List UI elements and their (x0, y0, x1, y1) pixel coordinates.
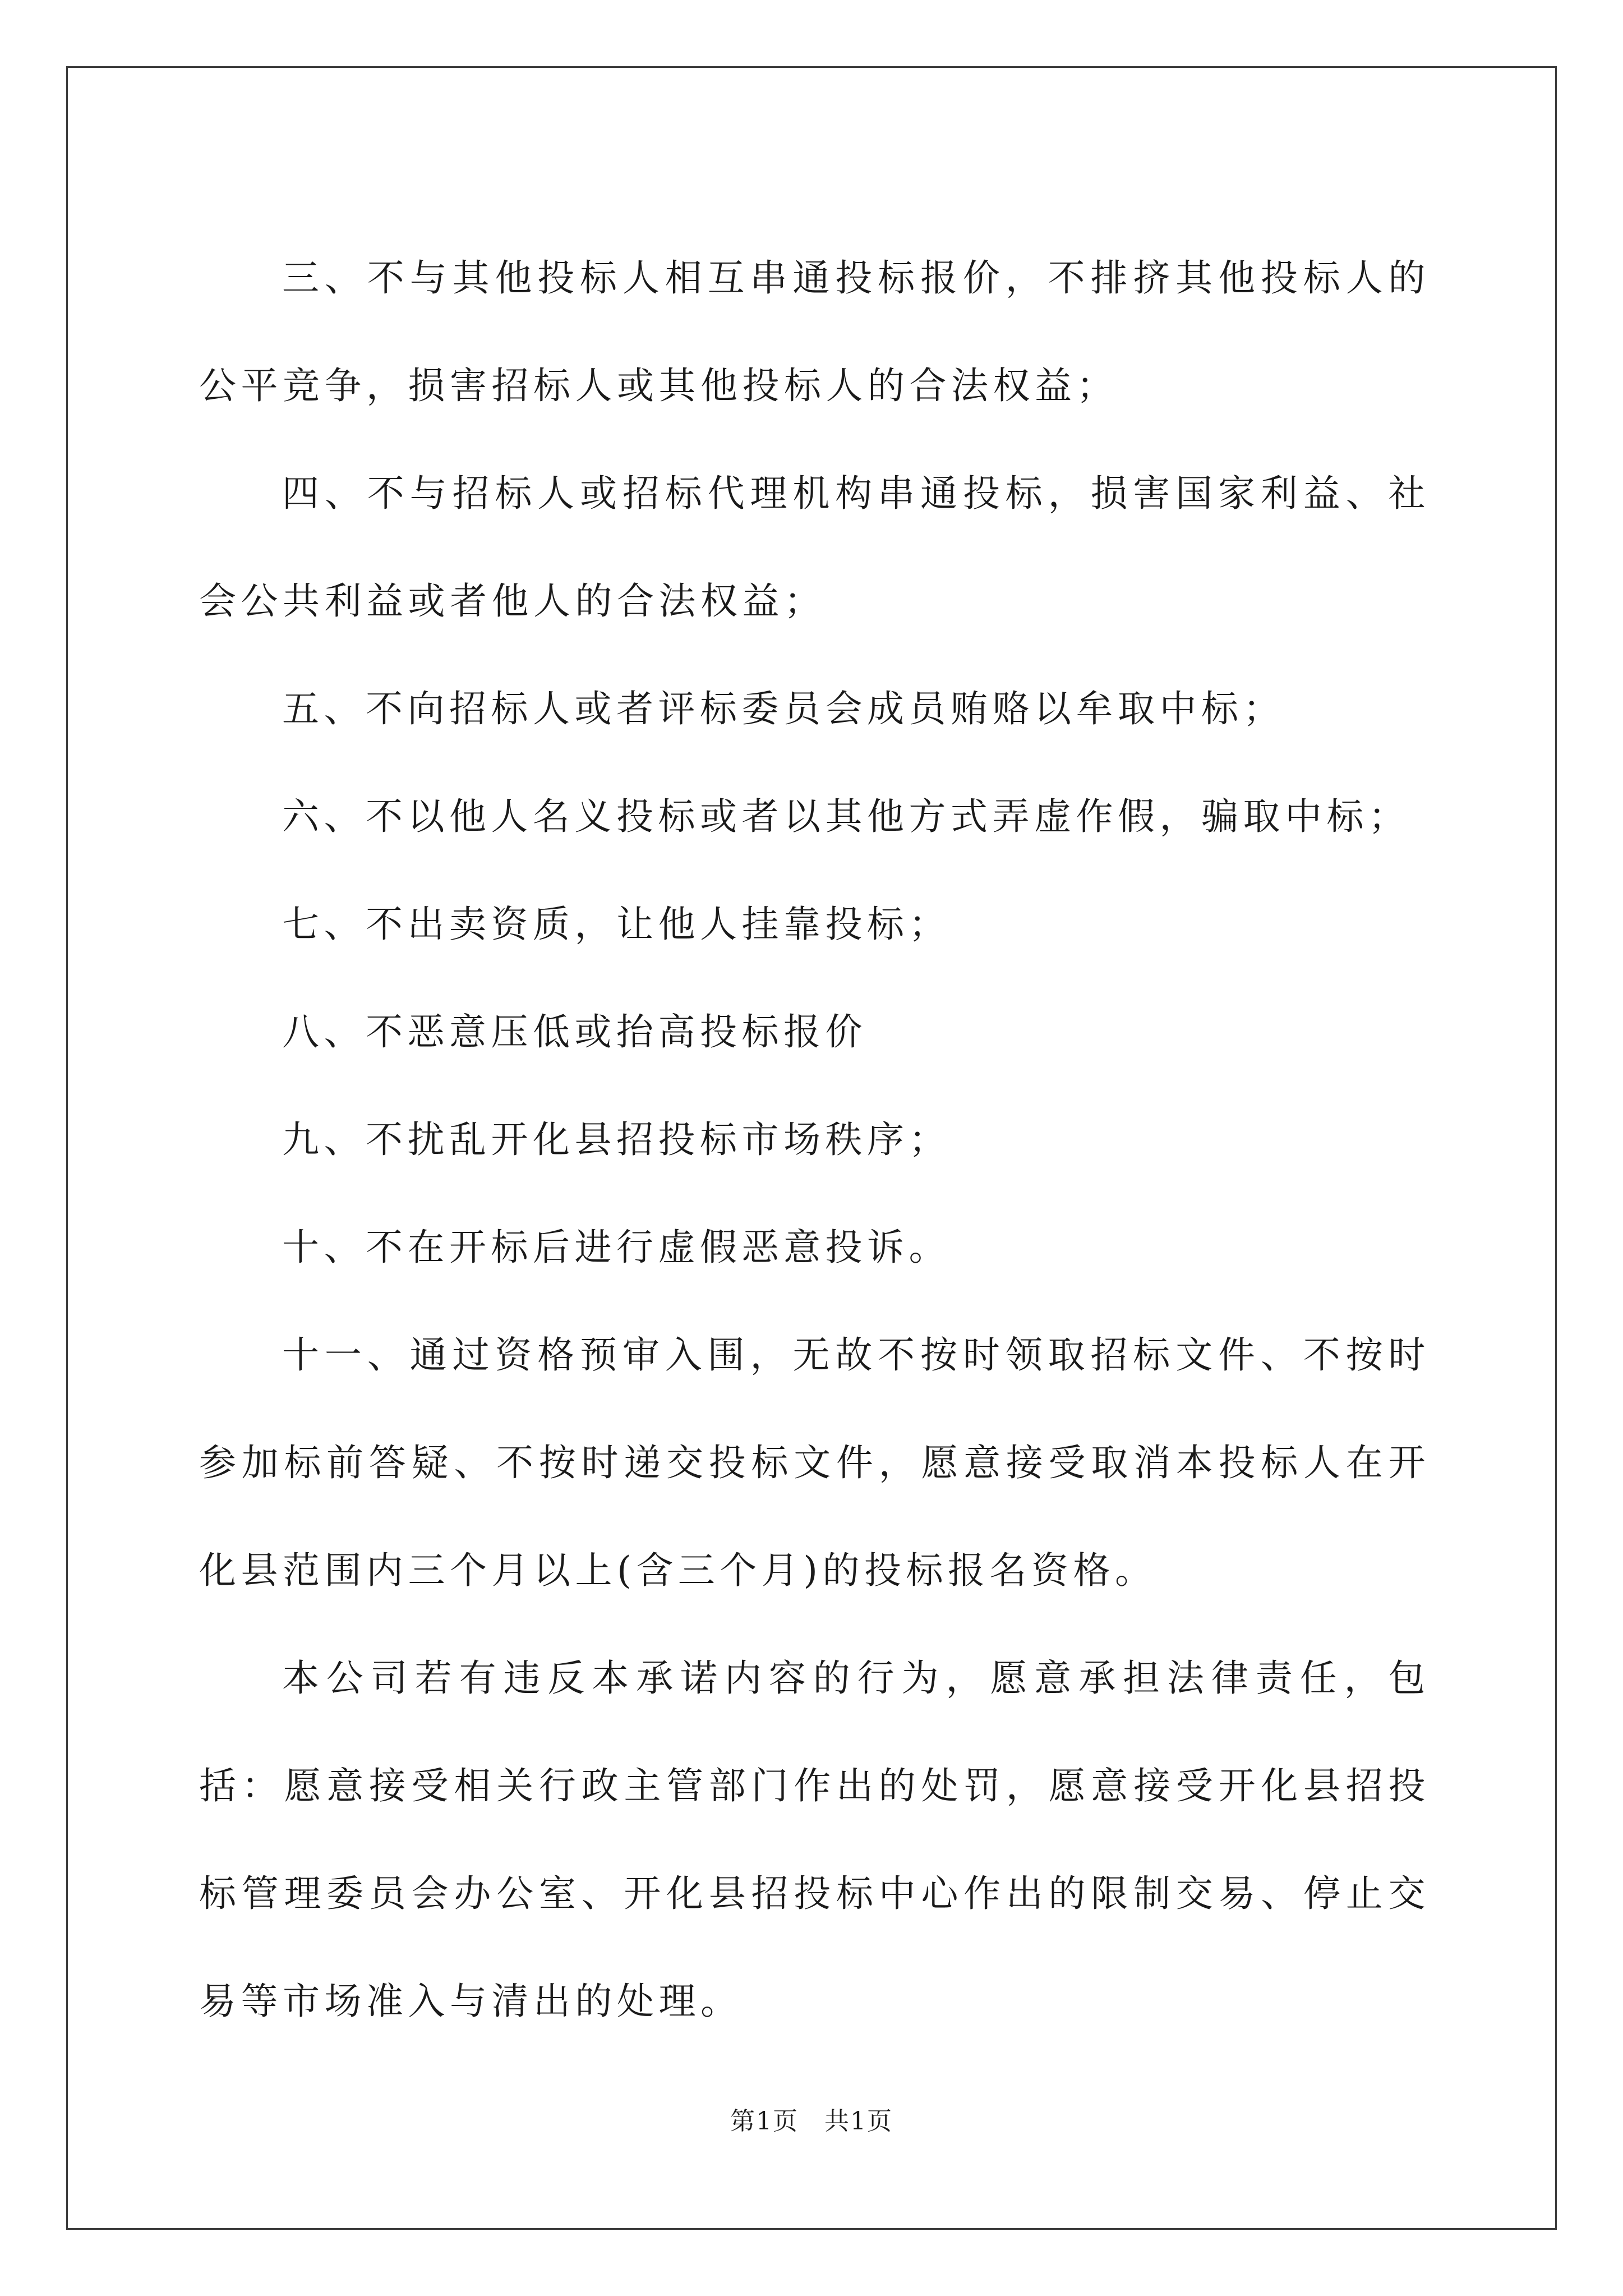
page-footer: 第1页 共1页 (730, 2107, 893, 2136)
paragraph-9: 九、不扰乱开化县招投标市场秩序； (282, 1118, 951, 1161)
paragraph-11: 十一、通过资格预审入围，无故不按时领取招标文件、不按时参加标前答疑、不按时递交投标文件，愿意接受取消本投标人在开化县范围内三个月以上(含三个月)的投标报名资格。 (199, 1333, 1430, 1592)
paragraph-8: 八、不恶意压低或抬高投标报价 (282, 1010, 867, 1053)
document-body (199, 224, 1430, 2055)
paragraph-5: 五、不向招标人或者评标委员会成员贿赂以牟取中标； (282, 687, 1285, 730)
paragraph-4: 四、不与招标人或招标代理机构串通投标，损害国家利益、社会公共利益或者他人的合法权益； (199, 472, 1430, 623)
paragraph-3: 三、不与其他投标人相互串通投标报价，不排挤其他投标人的公平竞争，损害招标人或其他投标人的合法权益； (199, 256, 1430, 407)
paragraph-10: 十、不在开标后进行虚假恶意投诉。 (282, 1226, 951, 1269)
paragraph-7: 七、不出卖资质，让他人挂靠投标； (282, 903, 951, 946)
paragraph-commitment: 本公司若有违反本承诺内容的行为，愿意承担法律责任，包括：愿意接受相关行政主管部门作出的处罚，愿意接受开化县招投标管理委员会办公室、开化县招投标中心作出的限制交易、停止交易等市场准入与清出的处理。 (199, 1657, 1430, 2023)
paragraph-6: 六、不以他人名义投标或者以其他方式弄虚作假，骗取中标； (282, 795, 1410, 838)
